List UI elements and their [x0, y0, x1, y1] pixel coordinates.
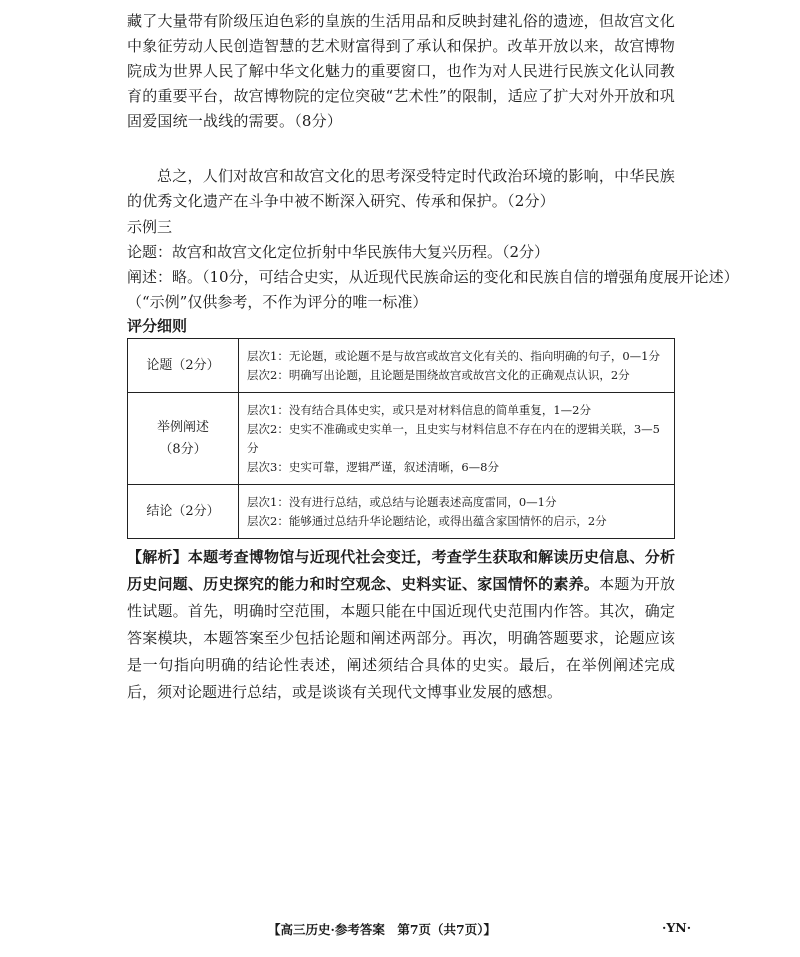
rubric-row — [128, 393, 675, 485]
rubric-category: 结论（2分） — [128, 485, 239, 539]
rubric-level: 层次2：史实不准确或史实单一，且史实与材料信息不存在内在的逻辑关联，3—5分 — [247, 421, 660, 455]
top-paragraph: 藏了大量带有阶级压迫色彩的皇族的生活用品和反映封建礼俗的遗迹，但故宫文化中象征劳动人民创造智慧的艺术财富得到了承认和保护。改革开放以来，故宫博物院成为世界人民了解中华文化魅力的重要窗口，也作为对人民进行民族文化认同教育的重要平台，故宫博物院的定位突破“艺术性”的限制，适应了扩大对外开放和巩固爱国统一战线的需要。（8分） — [127, 12, 675, 130]
analysis-paragraph — [127, 544, 675, 706]
footer-mark: ·YN· — [662, 920, 692, 935]
rubric-levels — [239, 339, 675, 393]
rubric-row — [128, 485, 675, 539]
thesis-line: 论题：故宫和故宫文化定位折射中华民族伟大复兴历程。（2分） — [127, 243, 550, 261]
rubric-level: 层次3：史实可靠，逻辑严谨，叙述清晰，6—8分 — [247, 459, 499, 474]
rubric-level: 层次1：没有结合具体史实，或只是对材料信息的简单重复，1—2分 — [247, 402, 591, 417]
rubric-level: 层次2：能够通过总结升华论题结论，或得出蕴含家国情怀的启示，2分 — [247, 513, 607, 528]
rubric-level: 层次1：没有进行总结，或总结与论题表述高度雷同，0—1分 — [247, 494, 557, 509]
rubric-row — [128, 339, 675, 393]
note-line: （“示例”仅供参考，不作为评分的唯一标准） — [127, 293, 428, 311]
scoring-rubric-table — [127, 338, 675, 539]
rubric-level: 层次1：无论题，或论题不是与故宫或故宫文化有关的、指向明确的句子，0—1分 — [247, 348, 660, 363]
summary-paragraph: 总之，人们对故宫和故宫文化的思考深受特定时代政治环境的影响，中华民族的优秀文化遗产在斗争中被不断深入研究、传承和保护。（2分） — [127, 167, 675, 210]
page-footer: 【高三历史·参考答案 第7页（共7页）】 — [268, 922, 496, 937]
analysis-text: 本题为开放性试题。首先，明确时空范围，本题只能在中国近现代史范围内作答。其次，确定答案模块，本题答案至少包括论题和阐述两部分。再次，明确答题要求，论题应该是一句指向明确的结论性表述，阐述须结合具体的史实。最后，在举例阐述完成后，须对论题进行总结，或是谈谈有关现代文博事业发展的感想。 — [127, 575, 675, 701]
rubric-category: 举例阐述 （8分） — [128, 393, 239, 485]
rubric-levels — [239, 393, 675, 485]
rubric-level: 层次2：明确写出论题，且论题是围绕故宫或故宫文化的正确观点认识，2分 — [247, 367, 630, 382]
analysis-label: 【解析】 — [127, 548, 188, 566]
rubric-levels — [239, 485, 675, 539]
argument-line: 阐述：略。（10分，可结合史实，从近现代民族命运的变化和民族自信的增强角度展开论述） — [127, 268, 739, 286]
rubric-heading: 评分细则 — [127, 317, 188, 335]
rubric-category: 论题（2分） — [128, 339, 239, 393]
example-heading: 示例三 — [127, 218, 173, 236]
analysis-bold-text: 本题考查博物馆与近现代社会变迁，考查学生获取和解读历史信息、分析历史问题、历史探究的能力和时空观念、史料实证、家国情怀的素养。 — [127, 548, 675, 593]
